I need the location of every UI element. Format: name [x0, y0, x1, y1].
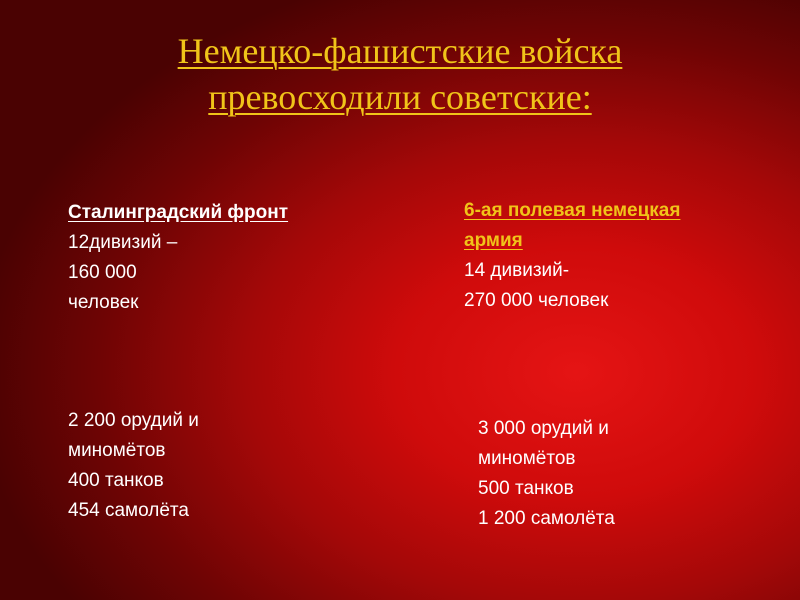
soviet-men-count: 160 000	[68, 262, 137, 283]
german-tanks: 500 танков	[478, 478, 574, 499]
german-guns-line-2: миномётов	[478, 448, 576, 469]
soviet-guns-line-2: миномётов	[68, 440, 166, 461]
slide-title-line-2: превосходили советские:	[208, 77, 592, 117]
german-men: 270 000 человек	[464, 290, 609, 311]
slide-title	[0, 28, 800, 120]
slide-title-line-1: Немецко-фашистские войска	[177, 31, 623, 71]
soviet-equipment-block	[68, 406, 199, 526]
german-guns-line-1: 3 000 орудий и	[478, 418, 609, 439]
soviet-men-label: человек	[68, 292, 139, 313]
soviet-guns-line-1: 2 200 орудий и	[68, 410, 199, 431]
soviet-heading: Сталинградский фронт	[68, 202, 289, 223]
german-divisions: 14 дивизий-	[464, 260, 570, 281]
german-planes: 1 200 самолёта	[478, 508, 615, 529]
soviet-planes: 454 самолёта	[68, 500, 189, 521]
soviet-tanks: 400 танков	[68, 470, 164, 491]
german-equipment-block	[478, 414, 615, 534]
german-heading-line-2: армия	[464, 230, 523, 251]
soviet-divisions: 12дивизий –	[68, 232, 178, 253]
german-heading-line-1: 6-ая полевая немецкая	[464, 200, 681, 221]
soviet-forces-block	[68, 198, 288, 318]
german-forces-block	[464, 196, 680, 316]
